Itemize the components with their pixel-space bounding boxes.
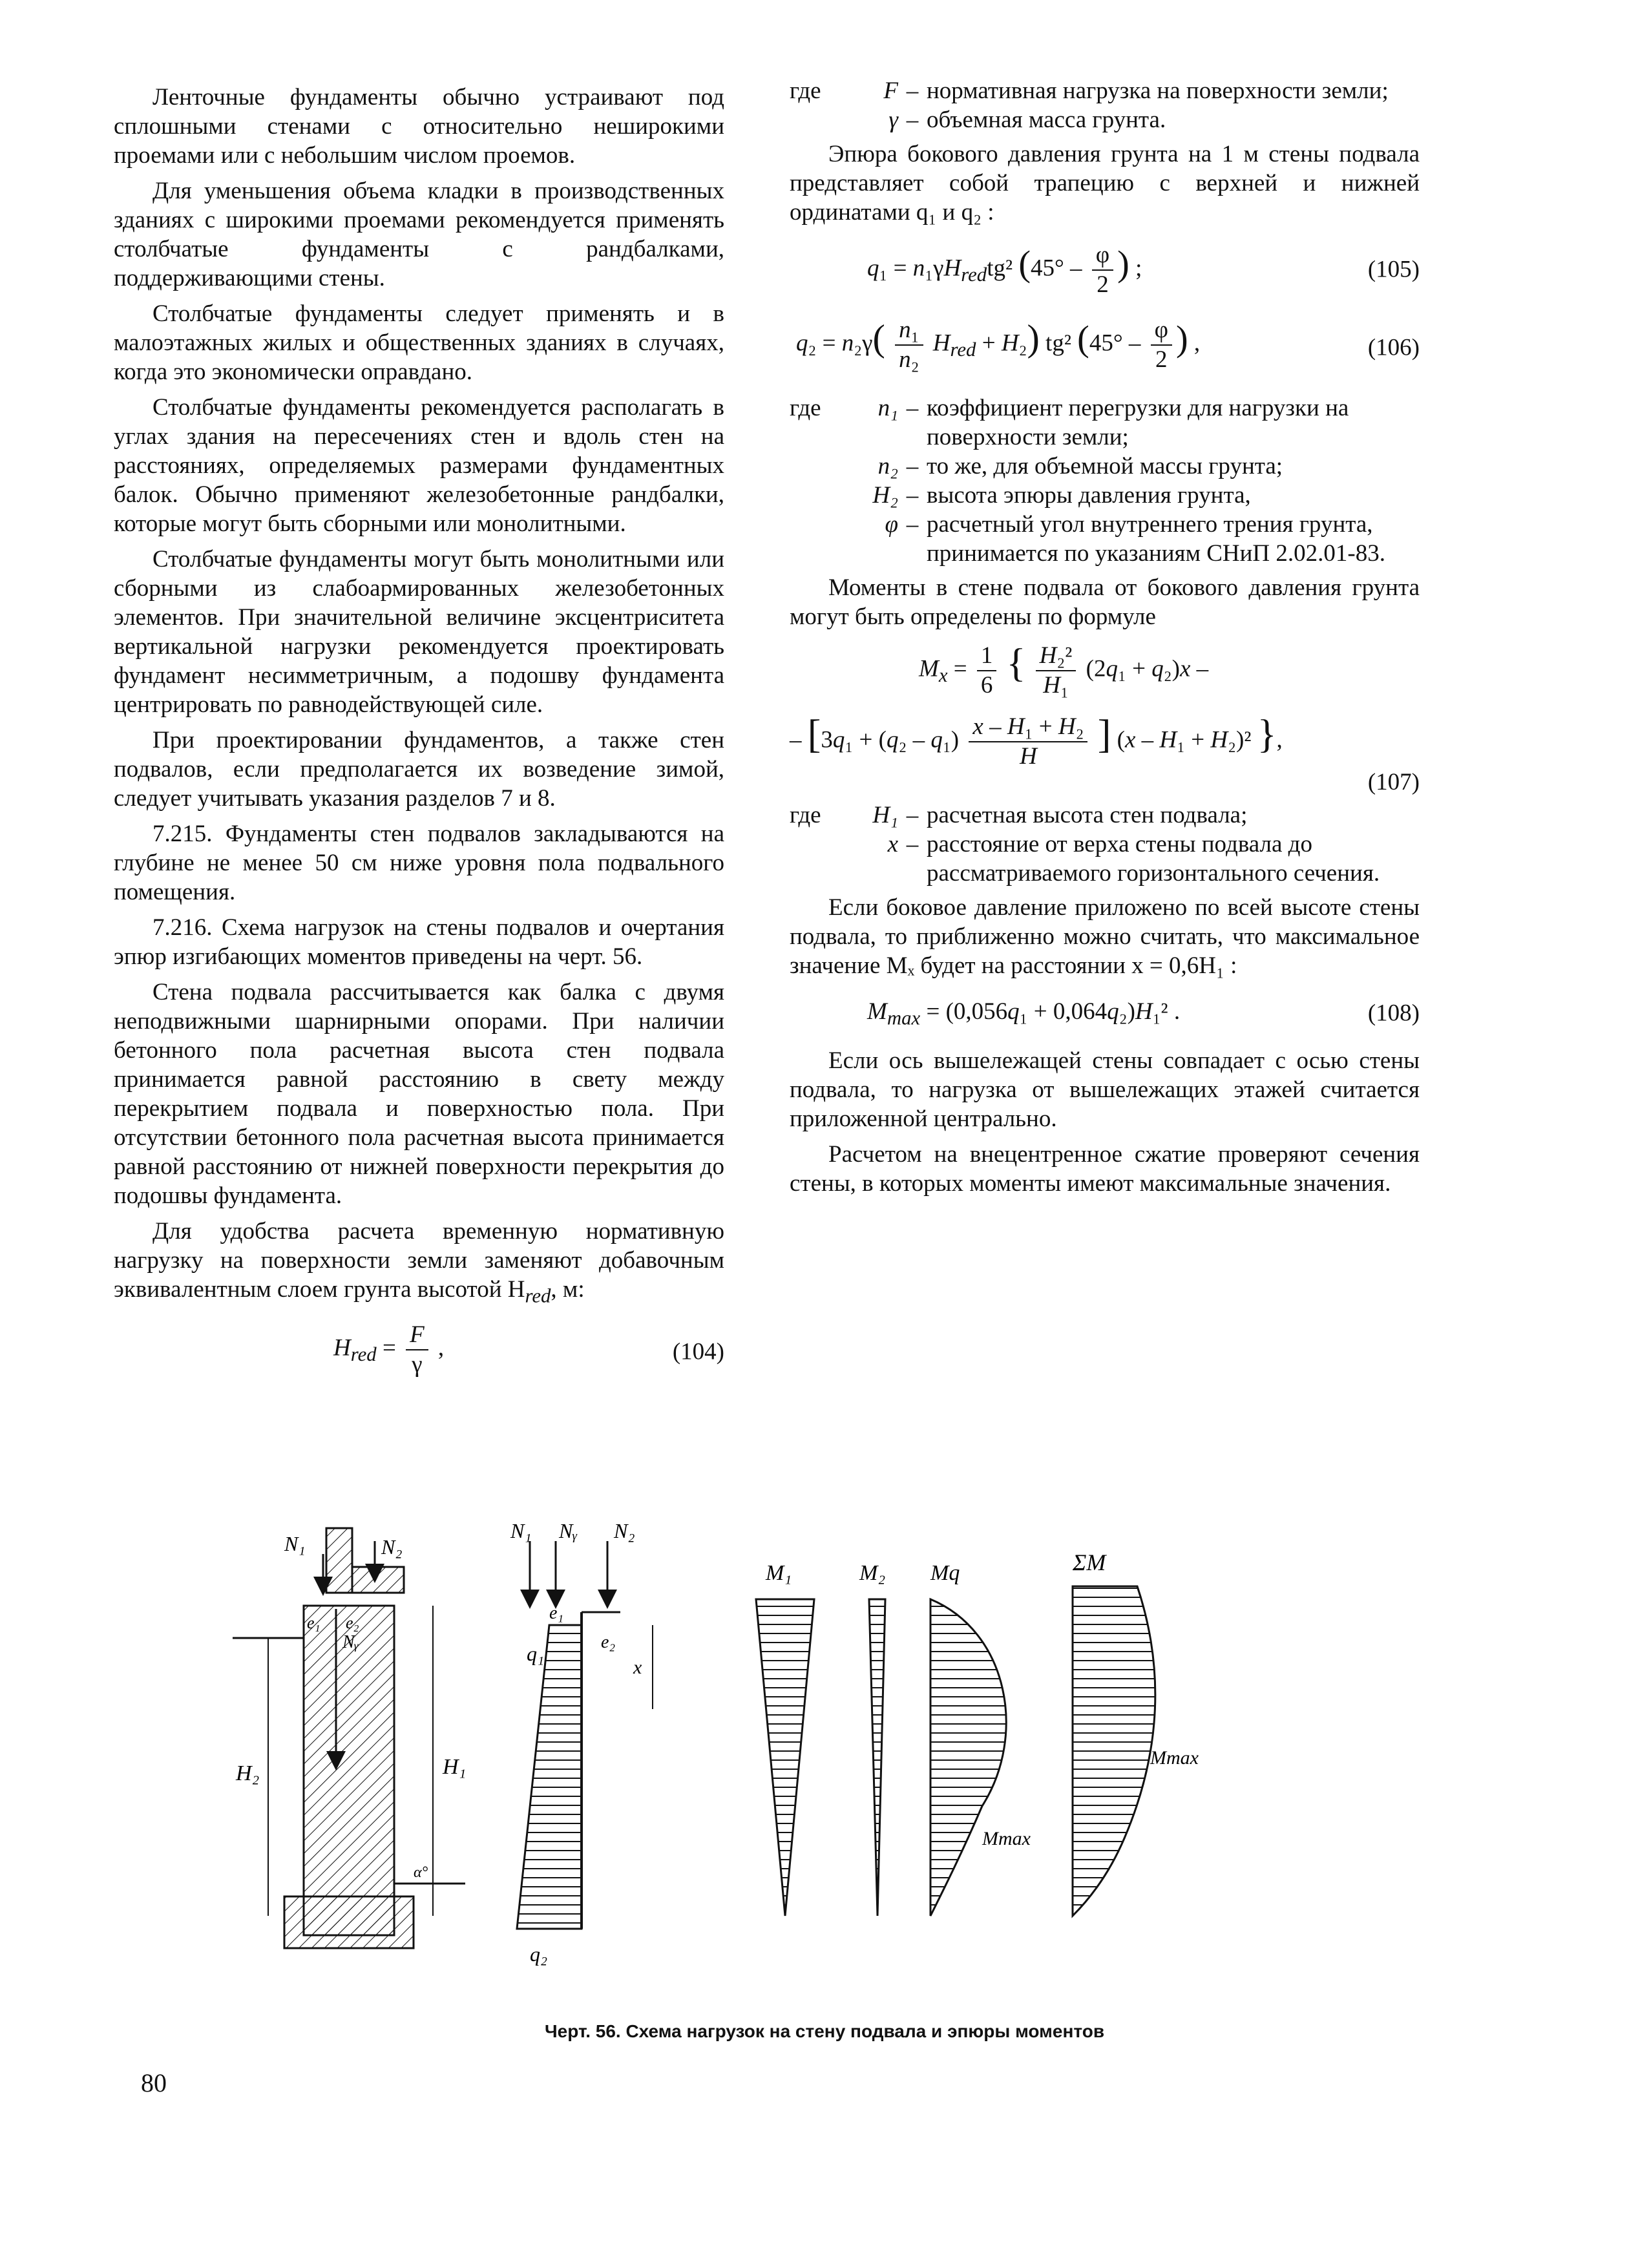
wall-section xyxy=(233,1528,466,1948)
figure-caption: Черт. 56. Схема нагрузок на стену подвала и эпюры моментов xyxy=(544,2021,1105,2041)
moment-diagram-M1 xyxy=(756,1561,814,1916)
svg-text:M₂: M₂ xyxy=(859,1561,886,1585)
moment-diagram-M2 xyxy=(859,1561,885,1916)
paragraph: Для удобства расчета временную нормативную нагрузку на поверхности земли заменяют добавочным эквивалентным слоем грунта высотой $H_{red}$, м: xyxy=(114,1218,724,1307)
label-H1: H₁ xyxy=(443,1755,467,1779)
label-N1: N₁ xyxy=(510,1519,532,1542)
label-e2: e₂ xyxy=(346,1613,359,1632)
paragraph: Если боковое давление приложено по всей высоте стены подвала, то приближенно можно считать, что максимальное значение Mₓ будет на расстоянии x = 0,6H₁ : xyxy=(790,894,1420,979)
figure-56 xyxy=(220,1502,1422,2006)
svg-text:ΣM: ΣM xyxy=(1073,1549,1106,1575)
label-q2: q₂ xyxy=(530,1942,548,1966)
moment-diagram-sumM xyxy=(1072,1549,1199,1916)
paragraph: Столбчатые фундаменты следует применять и в малоэтажных жилых и общественных зданиях в случаях, когда это экономически оправдано. xyxy=(114,300,724,385)
formula-number: (104) xyxy=(672,1338,724,1365)
clause-7-216: 7.216. Схема нагрузок на стены подвалов и очертания эпюр изгибающих моментов приведены на черт. 56. xyxy=(114,914,724,970)
label-H2: H₂ xyxy=(236,1761,260,1785)
label-Mmax: Mmax xyxy=(1150,1747,1199,1769)
page-number: 80 xyxy=(141,2068,167,2097)
label-e1: e₁ xyxy=(549,1603,564,1623)
formula-108: $M_{max} = (0,056q_1 + 0,064q_2)H_1^2$ . (108) xyxy=(867,998,1420,1029)
formula-107: $M_x$ = $\frac{1}{6}$ { $\frac{\text{H₂²}}{\text{H₁}}$ (2q₁ + q₂)x – – [3q₁ + (q₂ – q₁) $\frac{\text{x – H₁ + H₂}}{H}$ ] (x – H₁ + H₂)² }, (107) xyxy=(790,641,1420,795)
moment-diagram-Mq xyxy=(930,1561,1031,1916)
paragraph: Если ось вышележащей стены совпадает с осью стены подвала, то нагрузка от вышележащих этажей считается приложенной центрально. xyxy=(790,1047,1420,1132)
svg-text:M₁: M₁ xyxy=(766,1561,792,1585)
load-diagram xyxy=(510,1519,653,1966)
definitions-104: где F – нормативная нагрузка на поверхности земли; γ – объемная масса грунта. xyxy=(790,78,1389,133)
definitions-107: где H₁ – расчетная высота стен подвала; x – расстояние от верха стены подвала до рассматриваемого горизонтального сечения. xyxy=(790,802,1380,887)
right-column xyxy=(790,76,1420,1204)
label-Mmax: Mmax xyxy=(982,1828,1031,1849)
svg-text:Mq: Mq xyxy=(930,1561,960,1585)
label-N2: N₂ xyxy=(381,1535,403,1559)
label-q1: q₁ xyxy=(527,1642,545,1665)
label-Ny: Nᵧ xyxy=(342,1632,359,1652)
paragraph: Стена подвала рассчитывается как балка с двумя неподвижными шарнирными опорами. При наличии бетонного пола расчетная высота стен подвала принимается равной расстоянию в свету между перекрытием подвала и поверхностью пола. При отсутствии бетонного пола расчетная высота принимается равной расстоянию от нижней поверхности перекрытия до подошвы фундамента. xyxy=(114,979,724,1209)
paragraph: Эпюра бокового давления грунта на 1 м стены подвала представляет собой трапецию с верхней и нижней ординатами q₁ и q₂ : xyxy=(790,141,1420,226)
label-e1: e₁ xyxy=(307,1613,320,1632)
formula-106: q₂ = n₂γ( $\frac{\text{n₁}}{\text{n₂}}$ $H_{red} + H_2$) tg² (45° – $\frac{\varphi}{2}$ ) , (106) xyxy=(796,317,1420,373)
paragraph: Ленточные фундаменты обычно устраивают под сплошными стенами с относительно неширокими проемами или с небольшим числом проемов. xyxy=(114,84,724,169)
paragraph: При проектировании фундаментов, а также стен подвалов, если предполагается их возведение зимой, следует учитывать указания разделов 7 и 8. xyxy=(114,727,724,812)
label-x: x xyxy=(633,1657,642,1678)
definitions-106: где n₁ – коэффициент перегрузки для нагрузки на поверхности земли; n₂ – то же, для объемной массы грунта; H₂ – высота эпюры давления грунта, φ – расчетный угол внутреннего трения грунта, принимается по указаниям СНиП 2.02.01-83. xyxy=(790,395,1385,567)
paragraph: Расчетом на внецентренное сжатие проверяют сечения стены, в которых моменты имеют максимальные значения. xyxy=(790,1141,1420,1197)
paragraph: Столбчатые фундаменты могут быть монолитными или сборными из слабоармированных железобетонных элементов. При значительной величине эксцентриситета вертикальной нагрузки рекомендуется проектировать фундамент несимметричным, а подошву фундамента центрировать по равнодействующей силе. xyxy=(114,546,724,718)
paragraph: Для уменьшения объема кладки в производственных зданиях с широкими проемами рекомендуется применять столбчатые фундаменты с рандбалками, поддерживающими стены. xyxy=(114,178,724,291)
formula-104: $H_{red}$ = $\frac{F}{\gamma}$ , (104) xyxy=(333,1321,724,1378)
label-N2: N₂ xyxy=(614,1519,635,1542)
clause-7-215: 7.215. Фундаменты стен подвалов закладываются на глубине не менее 50 см ниже уровня пола подвального помещения. xyxy=(114,821,724,905)
paragraph: Столбчатые фундаменты рекомендуется располагать в углах здания на пересечениях стен и вдоль стен на расстояниях, определяемых размерами фундаментных балок. Обычно применяют железобетонные рандбалки, которые могут быть сборными или монолитными. xyxy=(114,394,724,537)
label-N1: N₁ xyxy=(284,1532,306,1555)
label-alpha: α° xyxy=(414,1864,428,1881)
label-e2: e₂ xyxy=(601,1632,616,1652)
paragraph: Моменты в стене подвала от бокового давления грунта могут быть определены по формуле xyxy=(790,574,1420,630)
formula-105: $q_1 = n_1\gamma H_{red}tg^2$ (45° – $\frac{\varphi}{2}$ ) ; (105) xyxy=(867,242,1420,298)
label-Ny: Nᵧ xyxy=(559,1519,578,1542)
left-column xyxy=(114,83,724,1393)
